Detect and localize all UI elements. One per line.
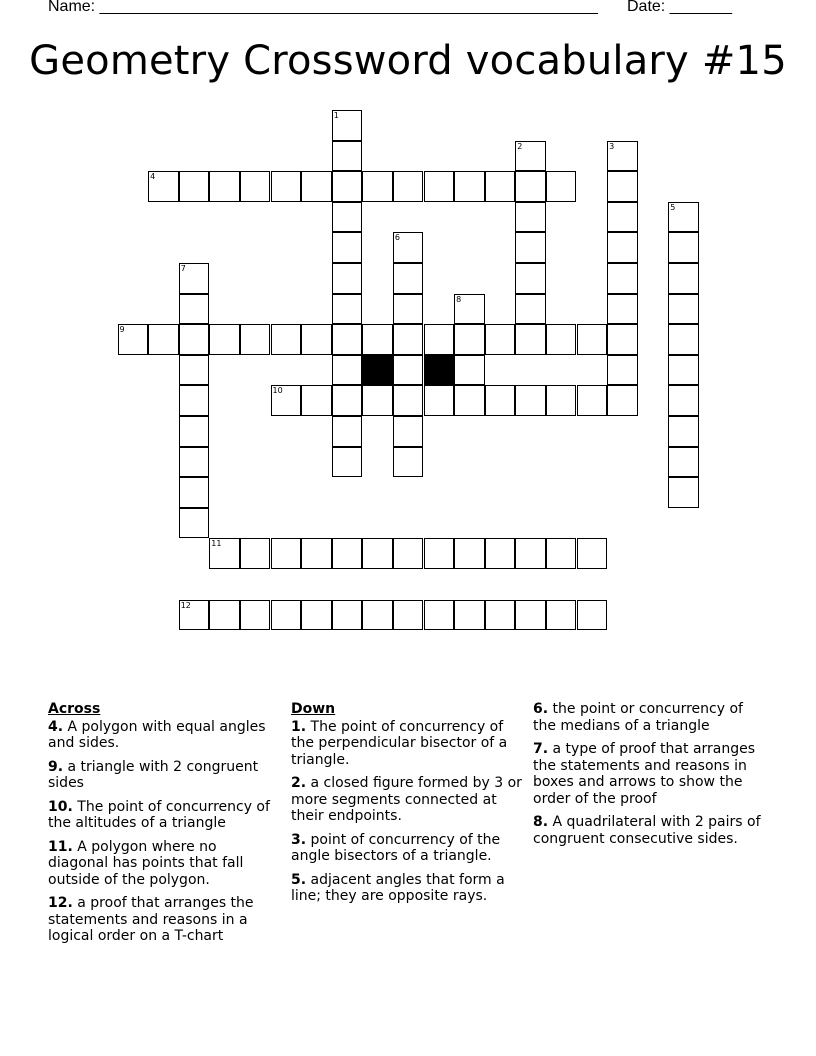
grid-cell[interactable] (668, 477, 699, 508)
clue-number: 2 (517, 141, 523, 151)
grid-cell[interactable] (301, 171, 332, 202)
grid-cell[interactable] (577, 324, 608, 355)
date-field[interactable]: Date: _______ (627, 0, 732, 15)
clue-number: 9 (119, 325, 125, 335)
grid-cell[interactable] (209, 600, 240, 631)
grid-cell[interactable] (454, 385, 485, 416)
grid-cell[interactable] (454, 171, 485, 202)
grid-cell[interactable] (179, 416, 210, 447)
grid-cell[interactable] (179, 600, 210, 631)
across-heading: Across (48, 701, 101, 717)
grid-cell[interactable] (179, 447, 210, 478)
grid-cell[interactable] (209, 324, 240, 355)
grid-cell[interactable] (301, 538, 332, 569)
clue-across-9: 9. a triangle with 2 congruent sides (48, 758, 259, 791)
grid-cell[interactable] (240, 324, 271, 355)
grid-cell[interactable] (577, 385, 608, 416)
grid-cell[interactable] (393, 294, 424, 325)
clue-number: 12 (180, 600, 191, 610)
grid-cell[interactable] (118, 324, 149, 355)
grid-cell[interactable] (668, 447, 699, 478)
grid-cell[interactable] (424, 171, 455, 202)
clue-number: 11 (211, 539, 222, 549)
grid-cell[interactable] (607, 141, 638, 172)
grid-cell[interactable] (515, 600, 546, 631)
grid-cell[interactable] (607, 232, 638, 263)
clue-down-6: 6. the point or concurrency of the medians of a triangle (533, 701, 743, 734)
clue-across-11: 11. A polygon where no diagonal has points that fall outside of the polygon. (48, 838, 244, 888)
grid-cell[interactable] (332, 355, 363, 386)
grid-cell[interactable] (393, 600, 424, 631)
grid-cell[interactable] (362, 324, 393, 355)
grid-cell[interactable] (515, 324, 546, 355)
grid-cell[interactable] (546, 538, 577, 569)
grid-cell[interactable] (332, 171, 363, 202)
grid-cell[interactable] (393, 171, 424, 202)
grid-cell[interactable] (393, 385, 424, 416)
clue-number: 4 (150, 172, 156, 182)
grid-cell[interactable] (332, 294, 363, 325)
grid-cell[interactable] (393, 416, 424, 447)
grid-cell[interactable] (546, 385, 577, 416)
grid-cell[interactable] (209, 538, 240, 569)
grid-cell[interactable] (332, 202, 363, 233)
grid-cell[interactable] (424, 324, 455, 355)
grid-cell[interactable] (515, 538, 546, 569)
grid-cell[interactable] (332, 141, 363, 172)
grid-cell[interactable] (485, 324, 516, 355)
grid-cell[interactable] (668, 294, 699, 325)
down-clues-continued (533, 701, 765, 854)
grid-cell[interactable] (393, 232, 424, 263)
grid-cell[interactable] (179, 355, 210, 386)
grid-cell[interactable] (515, 294, 546, 325)
down-heading: Down (291, 701, 336, 717)
grid-cell[interactable] (668, 324, 699, 355)
grid-cell[interactable] (454, 538, 485, 569)
grid-cell[interactable] (179, 477, 210, 508)
grid-cell[interactable] (271, 538, 302, 569)
grid-cell[interactable] (546, 600, 577, 631)
grid-cell[interactable] (424, 385, 455, 416)
grid-cell[interactable] (454, 324, 485, 355)
clue-down-8: 8. A quadrilateral with 2 pairs of congruent consecutive sides. (533, 814, 761, 847)
grid-cell[interactable] (424, 600, 455, 631)
clue-across-4: 4. A polygon with equal angles and sides. (48, 718, 266, 751)
clue-number: 8 (456, 294, 462, 304)
grid-block (424, 355, 455, 386)
grid-cell[interactable] (179, 263, 210, 294)
grid-cell[interactable] (332, 324, 363, 355)
grid-cell[interactable] (393, 324, 424, 355)
grid-cell[interactable] (301, 385, 332, 416)
grid-cell[interactable] (515, 232, 546, 263)
grid-cell[interactable] (668, 385, 699, 416)
grid-cell[interactable] (301, 324, 332, 355)
grid-cell[interactable] (515, 263, 546, 294)
grid-cell[interactable] (332, 416, 363, 447)
grid-block (362, 355, 393, 386)
grid-cell[interactable] (515, 171, 546, 202)
grid-cell[interactable] (271, 385, 302, 416)
grid-cell[interactable] (668, 232, 699, 263)
grid-cell[interactable] (362, 538, 393, 569)
grid-cell[interactable] (271, 171, 302, 202)
grid-cell[interactable] (240, 538, 271, 569)
grid-cell[interactable] (607, 263, 638, 294)
clue-down-5: 5. adjacent angles that form a line; they are opposite rays. (291, 871, 505, 904)
grid-cell[interactable] (607, 324, 638, 355)
clue-number: 5 (670, 202, 676, 212)
grid-cell[interactable] (515, 141, 546, 172)
grid-cell[interactable] (668, 355, 699, 386)
grid-cell[interactable] (362, 385, 393, 416)
grid-cell[interactable] (209, 171, 240, 202)
grid-cell[interactable] (362, 171, 393, 202)
grid-cell[interactable] (332, 263, 363, 294)
clue-down-2: 2. a closed figure formed by 3 or more segments connected at their endpoints. (291, 775, 522, 824)
grid-cell[interactable] (240, 171, 271, 202)
name-field[interactable]: Name: ________________________________________________________ (48, 0, 598, 15)
clue-down-1: 1. The point of concurrency of the perpendicular bisector of a triangle. (291, 718, 508, 768)
grid-cell[interactable] (607, 202, 638, 233)
grid-cell[interactable] (332, 600, 363, 631)
grid-cell[interactable] (546, 171, 577, 202)
across-clues (48, 701, 280, 952)
grid-cell[interactable] (179, 294, 210, 325)
clue-number: 10 (272, 386, 283, 396)
grid-cell[interactable] (515, 385, 546, 416)
grid-cell[interactable] (424, 538, 455, 569)
grid-cell[interactable] (301, 600, 332, 631)
clue-down-7: 7. a type of proof that arranges the statements and reasons in boxes and arrows to show the order of the proof (533, 741, 756, 807)
clue-number: 3 (609, 141, 615, 151)
grid-cell[interactable] (454, 294, 485, 325)
grid-cell[interactable] (577, 600, 608, 631)
grid-cell[interactable] (179, 324, 210, 355)
grid-cell[interactable] (485, 385, 516, 416)
clue-down-3: 3. point of concurrency of the angle bisectors of a triangle. (291, 831, 501, 864)
grid-cell[interactable] (515, 202, 546, 233)
clue-number: 1 (333, 111, 339, 120)
grid-cell[interactable] (393, 538, 424, 569)
clue-number: 7 (180, 264, 186, 273)
clue-across-12: 12. a proof that arranges the statements and reasons in a logical order on a T-chart (48, 895, 254, 944)
clue-number: 6 (394, 233, 400, 243)
grid-cell[interactable] (485, 600, 516, 631)
grid-cell[interactable] (332, 447, 363, 478)
grid-cell[interactable] (454, 355, 485, 386)
grid-cell[interactable] (393, 447, 424, 478)
grid-cell[interactable] (148, 171, 179, 202)
grid-cell[interactable] (332, 110, 363, 141)
down-clues (291, 701, 523, 912)
grid-cell[interactable] (240, 600, 271, 631)
grid-cell[interactable] (271, 324, 302, 355)
grid-cell[interactable] (668, 263, 699, 294)
grid-cell[interactable] (546, 324, 577, 355)
grid-cell[interactable] (332, 385, 363, 416)
grid-cell[interactable] (454, 600, 485, 631)
grid-cell[interactable] (179, 385, 210, 416)
grid-cell[interactable] (179, 171, 210, 202)
grid-cell[interactable] (148, 324, 179, 355)
grid-cell[interactable] (607, 171, 638, 202)
grid-cell[interactable] (393, 263, 424, 294)
grid-cell[interactable] (332, 538, 363, 569)
grid-cell[interactable] (668, 416, 699, 447)
clue-across-10: 10. The point of concurrency of the altitudes of a triangle (48, 798, 270, 831)
grid-cell[interactable] (577, 538, 608, 569)
page-title: Geometry Crossword vocabulary #15 (29, 38, 787, 84)
grid-cell[interactable] (607, 385, 638, 416)
grid-cell[interactable] (485, 171, 516, 202)
grid-cell[interactable] (668, 202, 699, 233)
grid-cell[interactable] (393, 355, 424, 386)
grid-cell[interactable] (607, 355, 638, 386)
grid-cell[interactable] (332, 232, 363, 263)
grid-cell[interactable] (179, 508, 210, 539)
grid-cell[interactable] (607, 294, 638, 325)
grid-cell[interactable] (485, 538, 516, 569)
grid-cell[interactable] (362, 600, 393, 631)
grid-cell[interactable] (271, 600, 302, 631)
